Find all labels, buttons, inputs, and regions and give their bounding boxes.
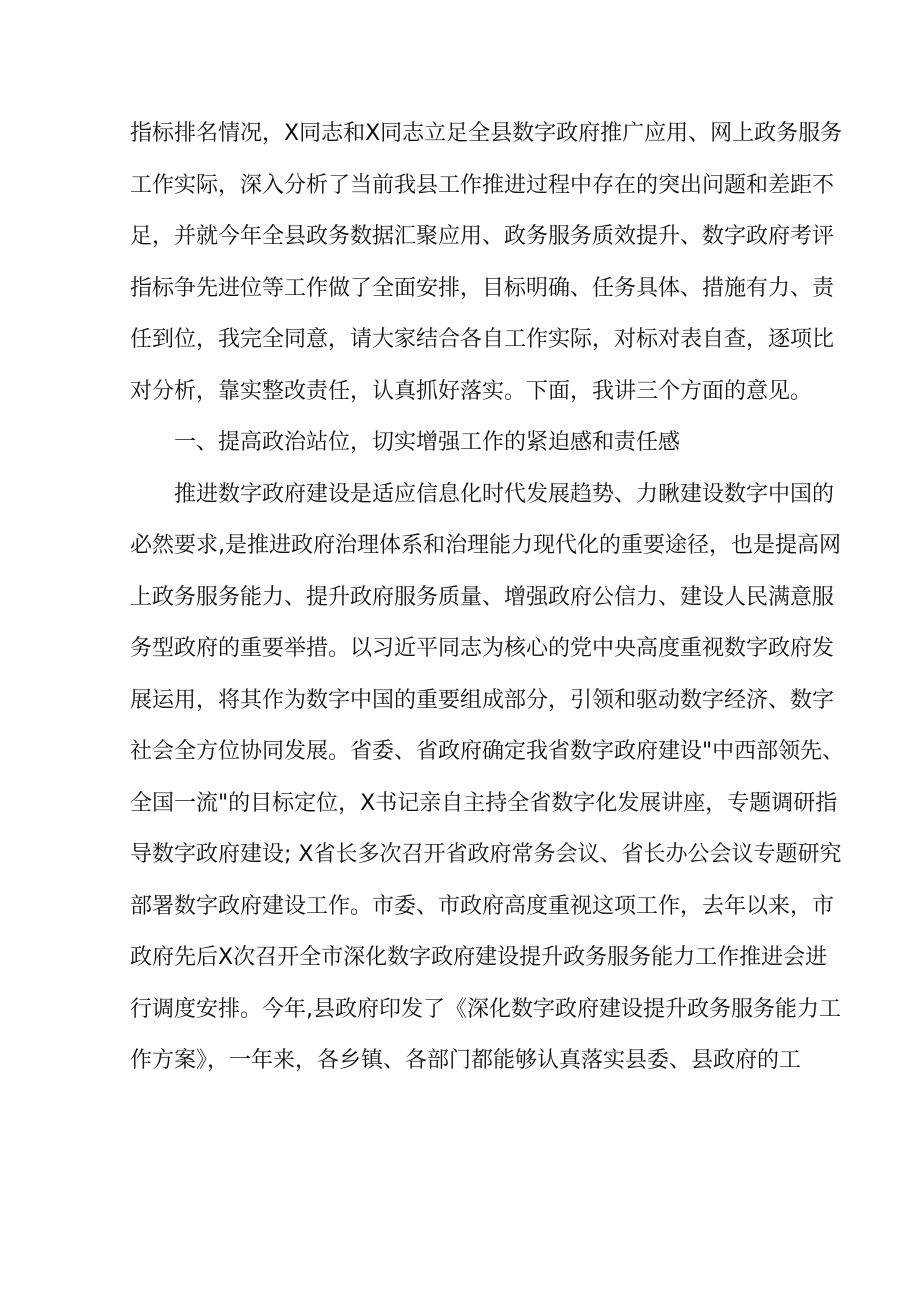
body-line-5: 任到位，我完全同意，请大家结合各自工作实际，对标对表自查，逐项比 <box>130 327 835 352</box>
body-line-11: 务型政府的重要举措。以习近平同志为核心的党中央高度重视数字政府发 <box>130 636 835 661</box>
body-line-18: 行调度安排。今年,县政府印发了《深化数字政府建设提升政务服务能力工 <box>130 996 841 1022</box>
body-line-12: 展运用，将其作为数字中国的重要组成部分，引领和驱动数字经济、数字 <box>130 687 835 713</box>
body-line-6: 对分析，靠实整改责任，认真抓好落实。下面，我讲三个方面的意见。 <box>130 378 813 404</box>
body-line-13: 社会全方位协同发展。省委、省政府确定我省数字政府建设"中西部领先、 <box>130 739 845 764</box>
body-line-14: 全国一流"的目标定位，X书记亲自主持全省数字化发展讲座，专题调研指 <box>130 790 838 816</box>
body-line-9: 必然要求,是推进政府治理体系和治理能力现代化的重要途径，也是提高网 <box>130 533 841 558</box>
body-line-2: 工作实际，深入分析了当前我县工作推进过程中存在的突出问题和差距不 <box>130 172 835 198</box>
section-heading: 一、提高政治站位，切实增强工作的紧迫感和责任感 <box>174 430 681 455</box>
body-line-16: 部署数字政府建设工作。市委、市政府高度重视这项工作，去年以来，市 <box>130 893 835 919</box>
body-line-10: 上政务服务能力、提升政府服务质量、增强政府公信力、建设人民满意服 <box>130 584 835 610</box>
body-line-8: 推进数字政府建设是适应信息化时代发展趋势、力瞅建设数字中国的 <box>174 481 835 507</box>
body-line-19: 作方案》，一年来，各乡镇、各部门都能够认真落实县委、县政府的工 <box>130 1048 802 1073</box>
body-line-4: 指标争先进位等工作做了全面安排，目标明确、任务具体、措施有力、责 <box>130 275 835 301</box>
document-body <box>130 108 845 1087</box>
body-line-1: 指标排名情况，X同志和X同志立足全县数字政府推广应用、网上政务服务 <box>130 121 843 146</box>
body-line-17: 政府先后X次召开全市深化数字政府建设提升政务服务能力工作推进会进 <box>130 945 828 970</box>
body-line-15: 导数字政府建设; X省长多次召开省政府常务会议、省长办公会议专题研究 <box>130 842 842 867</box>
body-line-3: 足，并就今年全县政务数据汇聚应用、政务服务质效提升、数字政府考评 <box>130 224 835 249</box>
